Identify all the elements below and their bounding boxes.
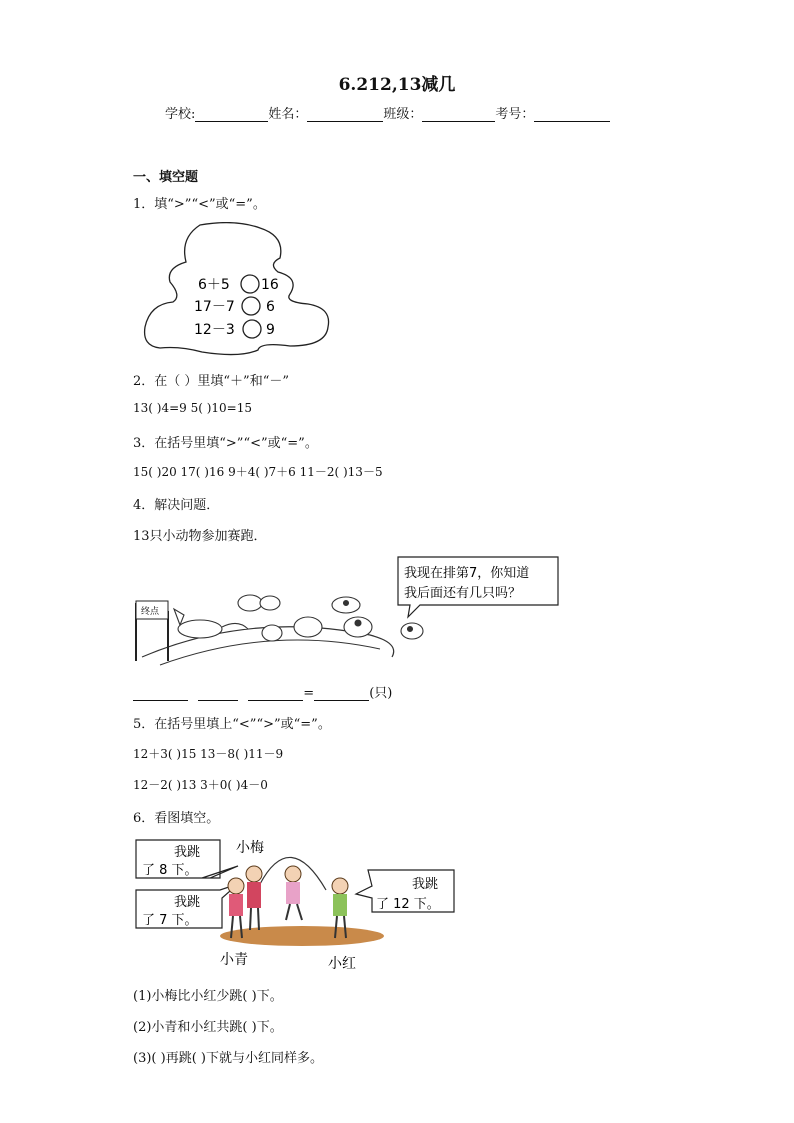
school-label: 学校: <box>165 107 196 122</box>
horse-icon <box>178 620 222 638</box>
sheep-icon <box>238 595 262 611</box>
compare-circle-1[interactable] <box>241 275 259 293</box>
equals-sign: = <box>303 686 315 701</box>
q4-subtext: 13只小动物参加赛跑． <box>133 529 267 544</box>
bubble-xiaoqing-line-1: 我跳 <box>174 895 201 910</box>
q4-stem: 4．解决问题． <box>133 498 220 513</box>
bubble-xiaohong-line-2: 了 12 下。 <box>376 897 440 912</box>
page-title: 6.212,13减几 <box>338 75 456 95</box>
bubble-xiaomei-line-1: 我跳 <box>174 845 201 860</box>
bubble-line-2: 我后面还有几只吗？ <box>404 586 522 601</box>
race-illustration <box>130 553 570 675</box>
bubble-xiaohong-line-1: 我跳 <box>412 877 439 892</box>
ground <box>220 926 384 946</box>
q4-answer-line[interactable] <box>133 682 392 701</box>
q5-stem: 5．在括号里填上“<”“>”或“=”。 <box>133 717 331 732</box>
unit-label: (只) <box>369 686 393 701</box>
q5-line-2[interactable]: 12－2( )13 3＋0( )4－0 <box>133 778 268 792</box>
student-info-line <box>165 103 610 122</box>
bubble-line-1: 我现在排第7，你知道 <box>404 566 530 581</box>
jump-rope-illustration <box>130 832 460 974</box>
tree-expr-3: 12－3 <box>194 322 235 338</box>
number-label: 考号： <box>495 107 535 122</box>
name-label: 姓名： <box>268 107 308 122</box>
finish-label: 终点 <box>141 607 160 617</box>
name-blank[interactable] <box>307 107 383 122</box>
answer-blank-4[interactable] <box>314 686 369 701</box>
q1-stem: 1．填“>”“<”或“=”。 <box>133 197 266 212</box>
q5-line-1[interactable]: 12＋3( )15 13－8( )11－9 <box>133 747 284 761</box>
q6-part-3[interactable]: (3)( )再跳( )下就与小红同样多。 <box>133 1051 323 1066</box>
name-xiaomei: 小梅 <box>236 840 264 856</box>
rabbit-icon <box>262 625 282 641</box>
tree-value-2: 6 <box>266 299 275 315</box>
animals-group <box>174 595 423 641</box>
compare-circle-2[interactable] <box>242 297 260 315</box>
tree-expr-2: 17－7 <box>194 299 235 315</box>
girl-xiaoqing-icon <box>228 878 244 938</box>
compare-circle-3[interactable] <box>243 320 261 338</box>
section-heading: 一、填空题 <box>133 170 199 185</box>
q3-line[interactable]: 15( )20 17( )16 9＋4( )7＋6 11－2( )13－5 <box>133 465 383 479</box>
tree-value-1: 16 <box>261 277 279 293</box>
school-blank[interactable] <box>195 107 268 122</box>
pig-icon <box>294 617 322 637</box>
girl-jumping-icon <box>285 866 302 920</box>
tree-expr-1: 6＋5 <box>198 277 230 293</box>
class-blank[interactable] <box>422 107 495 122</box>
name-xiaohong: 小红 <box>328 956 356 972</box>
bubble-xiaoqing-line-2: 了 7 下。 <box>142 913 198 928</box>
answer-blank-1[interactable] <box>133 686 188 701</box>
answer-blank-2[interactable] <box>198 686 238 701</box>
q6-part-2[interactable]: (2)小青和小红共跳( )下。 <box>133 1020 283 1035</box>
class-label: 班级： <box>383 107 423 122</box>
name-xiaoqing: 小青 <box>220 952 248 968</box>
q1-tree-figure <box>140 222 335 356</box>
number-blank[interactable] <box>534 107 610 122</box>
q3-stem: 3．在括号里填“>”“<”或“=”。 <box>133 436 318 451</box>
bubble-xiaomei-line-2: 了 8 下。 <box>142 863 198 878</box>
q6-stem: 6．看图填空。 <box>133 811 220 826</box>
answer-blank-3[interactable] <box>248 686 303 701</box>
q2-line[interactable]: 13( )4=9 5( )10=15 <box>133 401 252 415</box>
q6-part-1[interactable]: (1)小梅比小红少跳( )下。 <box>133 989 283 1004</box>
girl-xiaomei-icon <box>246 866 262 930</box>
q2-stem: 2．在（ ）里填“＋”和“－” <box>133 374 289 389</box>
tree-value-3: 9 <box>266 322 275 338</box>
